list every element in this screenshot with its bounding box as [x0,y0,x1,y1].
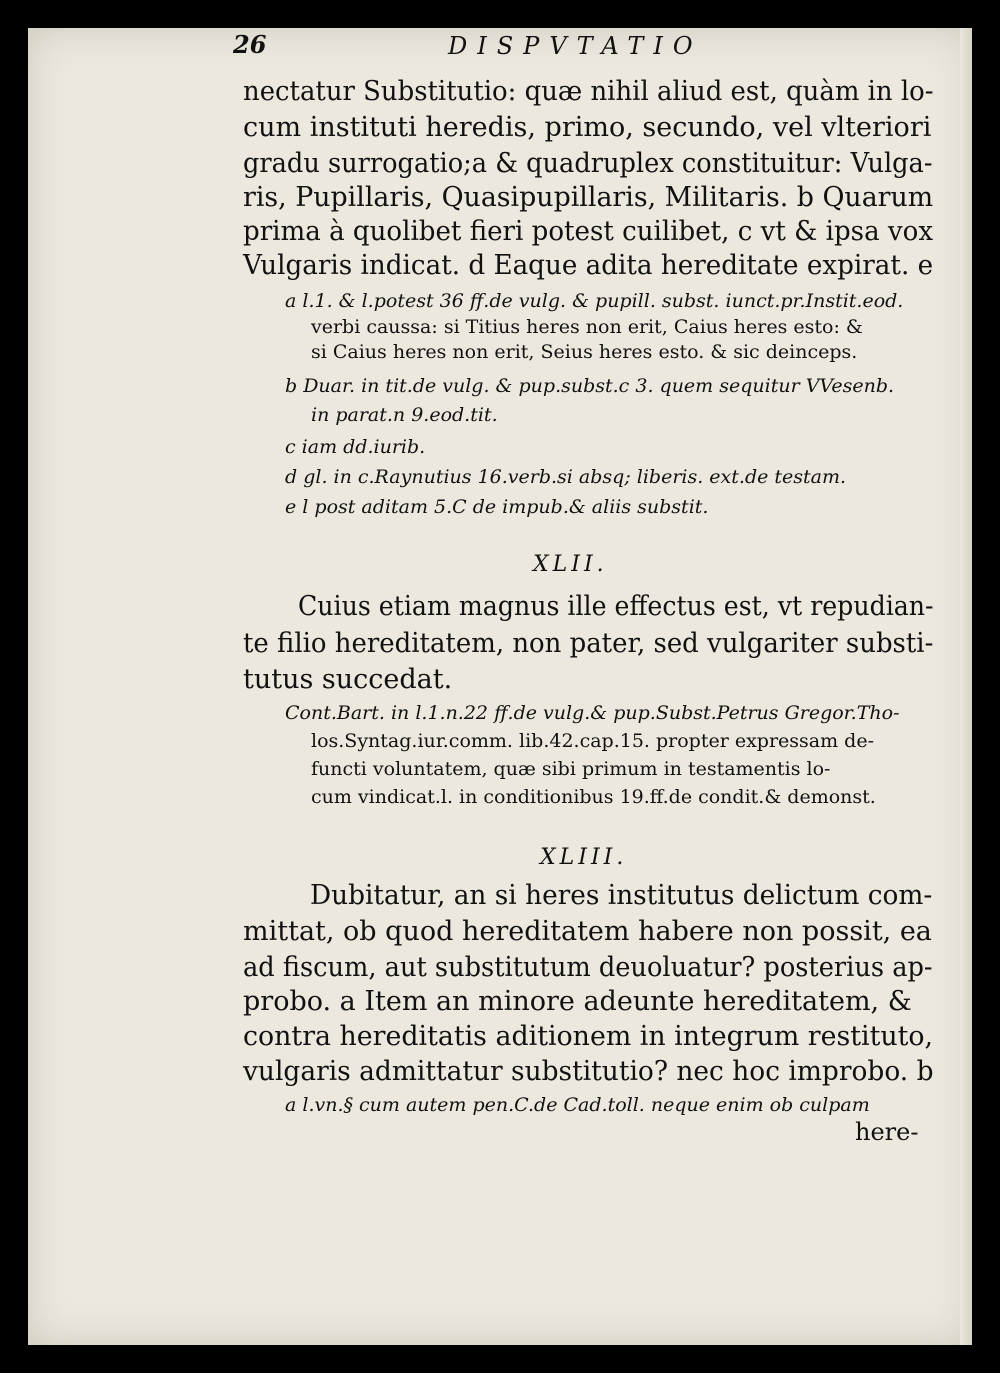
footnote-line: b Duar. in tit.de vulg. & pup.subst.c 3. quem sequitur VVesenb. [285,375,895,397]
footnote-line: functi voluntatem, quæ sibi primum in testamentis lo- [311,758,831,780]
text-line: gradu surrogatio;a & quadruplex constituitur: Vulga- [243,148,933,179]
footnote-line: c iam dd.iurib. [285,436,426,458]
footnote-line: cum vindicat.l. in conditionibus 19.ff.de condit.& demonst. [311,786,876,808]
page-gutter-shadow [960,28,972,1345]
text-line: ad fiscum, aut substitutum deuoluatur? posterius ap- [243,952,933,983]
text-line: te filio hereditatem, non pater, sed vulgariter substi- [243,628,934,659]
text-line: prima à quolibet fieri potest cuilibet, c vt & ipsa vox [243,216,934,247]
footnote-line: e l post aditam 5.C de impub.& aliis substit. [285,496,709,518]
text-line: cum instituti heredis, primo, secundo, vel vlteriori [243,112,932,143]
footnote-line: d gl. in c.Raynutius 16.verb.si absq; liberis. ext.de testam. [285,466,847,488]
page-number: 26 [233,30,267,59]
catchword: here- [855,1118,919,1146]
text-line: nectatur Substitutio: quæ nihil aliud est, quàm in lo- [243,76,934,107]
text-line: Vulgaris indicat. d Eaque adita hereditate expirat. e [243,250,934,281]
text-line: tutus succedat. [243,664,453,695]
footnote-line: los.Syntag.iur.comm. lib.42.cap.15. propter expressam de- [311,730,875,752]
footnote-line: verbi caussa: si Titius heres non erit, Caius heres esto: & [311,316,863,338]
footnote-line: a l.1. & l.potest 36 ff.de vulg. & pupill. subst. iunct.pr.Instit.eod. [285,290,904,312]
text-line: ris, Pupillaris, Quasipupillaris, Militaris. b Quarum [243,182,934,213]
text-line: Cuius etiam magnus ille effectus est, vt repudian- [298,591,934,622]
footnote-line: a l.vn.§ cum autem pen.C.de Cad.toll. neque enim ob culpam [285,1094,870,1116]
footnote-line: si Caius heres non erit, Seius heres esto. & sic deinceps. [311,341,858,363]
book-page [28,28,972,1345]
text-line: vulgaris admittatur substitutio? nec hoc improbo. b [243,1056,934,1087]
footnote-line: in parat.n 9.eod.tit. [311,404,498,426]
footnote-line: Cont.Bart. in l.1.n.22 ff.de vulg.& pup.Subst.Petrus Gregor.Tho- [285,702,900,724]
section-heading: XLII. [533,552,608,577]
section-heading: XLIII. [540,845,628,870]
running-head: DISPVTATIO [448,32,703,60]
text-line: mittat, ob quod hereditatem habere non possit, ea [243,916,932,947]
text-line: probo. a Item an minore adeunte hereditatem, & [243,986,912,1017]
text-line: contra hereditatis aditionem in integrum restituto, [243,1021,934,1052]
text-line: Dubitatur, an si heres institutus delictum com- [310,880,933,911]
